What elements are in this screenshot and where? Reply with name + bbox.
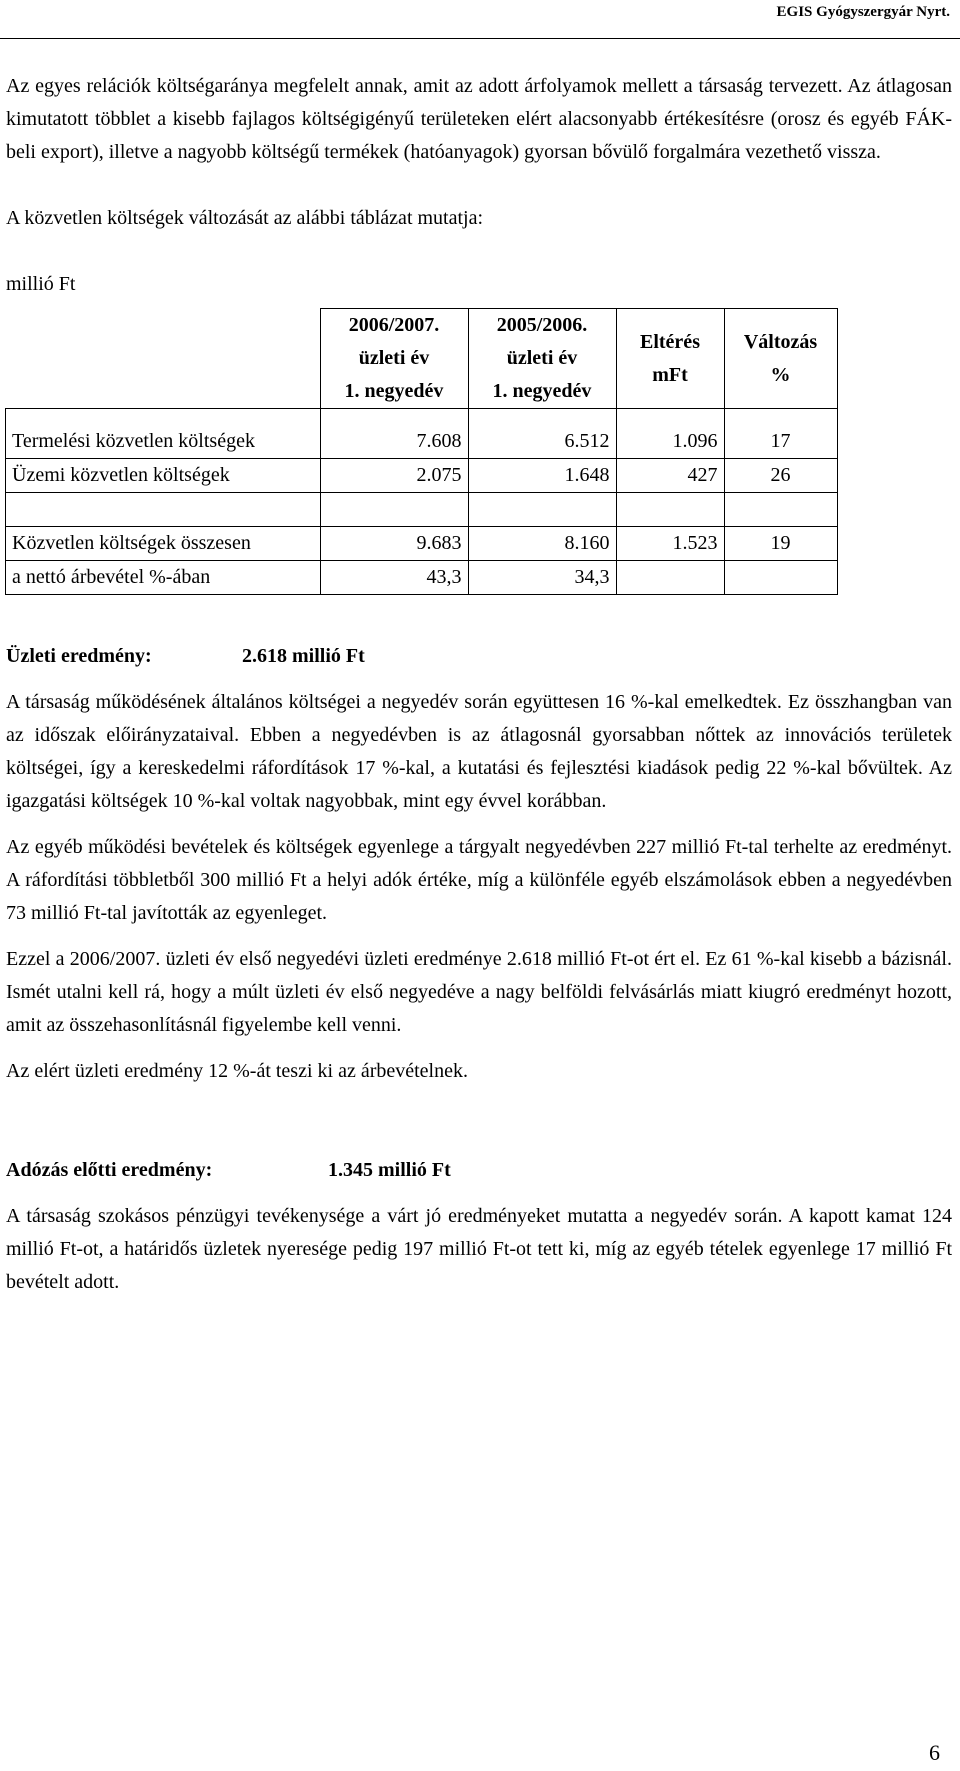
cell-2007: 7.608 (320, 409, 468, 459)
cell-2007: 43,3 (320, 561, 468, 595)
cell-pct (724, 561, 837, 595)
table-row (6, 409, 838, 459)
cell-2007: 9.683 (320, 527, 468, 561)
cell-2007: 2.075 (320, 459, 468, 493)
page-number: 6 (929, 1740, 940, 1765)
col-header-2007: 2006/2007. üzleti év 1. negyedév (320, 309, 468, 409)
col-header-diff: Eltérés mFt (616, 309, 724, 409)
table-spacer-row (6, 493, 838, 527)
section-title: Üzleti eredmény: (6, 645, 152, 667)
operating-result-heading (6, 640, 952, 673)
row-label: Üzemi közvetlen költségek (6, 459, 321, 493)
intro-paragraph: Az egyes relációk költségaránya megfelelt annak, amit az adott árfolyamok mellett a társaság tervezett. Az átlagosan kimutatott többlet a kisebb fajlagos költségigényű területeken elért alacsonyabb értékesítésre (orosz és egyéb FÁK-beli export), illetve a nagyobb költségű termékek (hatóanyagok) gyorsan bővülő forgalmára vezethető vissza. (6, 75, 952, 163)
table-unit: millió Ft (6, 273, 76, 295)
section-value: 2.618 millió Ft (242, 645, 365, 667)
cell-2006: 34,3 (468, 561, 616, 595)
cell-diff: 1.096 (616, 409, 724, 459)
row-label: Termelési közvetlen költségek (6, 409, 321, 459)
row-label: a nettó árbevétel %-ában (6, 561, 321, 595)
table-row (6, 459, 838, 493)
page-content (6, 70, 952, 1299)
cell-2006: 1.648 (468, 459, 616, 493)
cell-2006: 8.160 (468, 527, 616, 561)
section-title: Adózás előtti eredmény: (6, 1159, 213, 1181)
table-header-blank (6, 309, 321, 409)
running-header: EGIS Gyógyszergyár Nyrt. (776, 4, 950, 20)
cell-2006: 6.512 (468, 409, 616, 459)
table-row (6, 527, 838, 561)
table-row (6, 561, 838, 595)
operating-paragraph-3: Ezzel a 2006/2007. üzleti év első negyedévi üzleti eredménye 2.618 millió Ft-ot ért el. Ez 61 %-kal kisebb a bázisnál. Ismét utalni kell rá, hogy a múlt üzleti év első negyedéve a nagy belföldi felvásárlás miatt kiugró eredményt hozott, amit az összehasonlításnál figyelembe kell venni. (6, 948, 952, 1036)
pretax-result-heading (6, 1154, 952, 1187)
cell-diff: 427 (616, 459, 724, 493)
row-label: Közvetlen költségek összesen (6, 527, 321, 561)
direct-costs-table (5, 308, 838, 595)
cell-pct: 19 (724, 527, 837, 561)
cell-pct: 26 (724, 459, 837, 493)
cell-diff: 1.523 (616, 527, 724, 561)
section-value: 1.345 millió Ft (328, 1159, 451, 1181)
header-divider (0, 38, 960, 39)
table-header-row (6, 309, 838, 409)
operating-paragraph-2: Az egyéb működési bevételek és költségek egyenlege a tárgyalt negyedévben 227 millió Ft-tal terhelte az eredményt. A ráfordítási többletből 300 millió Ft a helyi adók értéke, míg a különféle egyéb elszámolások ebben a negyedévben 73 millió Ft-tal javították az egyenleget. (6, 836, 952, 924)
cell-pct: 17 (724, 409, 837, 459)
table-intro: A közvetlen költségek változását az alábbi táblázat mutatja: (6, 207, 484, 229)
operating-paragraph-1: A társaság működésének általános költségei a negyedév során együttesen 16 %-kal emelkedtek. Ez összhangban van az időszak előirányzataival. Ebben a negyedévben is az átlagosnál gyorsabban nőttek az innovációs területek költségei, így a kereskedelmi ráfordítások 17 %-kal, a kutatási és fejlesztési kiadások pedig 22 %-kal bővültek. Az igazgatási költségek 10 %-kal voltak nagyobbak, mint egy évvel korábban. (6, 691, 952, 812)
operating-paragraph-4: Az elért üzleti eredmény 12 %-át teszi ki az árbevételnek. (6, 1060, 468, 1082)
cell-diff (616, 561, 724, 595)
col-header-pct: Változás % (724, 309, 837, 409)
col-header-2006: 2005/2006. üzleti év 1. negyedév (468, 309, 616, 409)
pretax-paragraph-1: A társaság szokásos pénzügyi tevékenysége a várt jó eredményeket mutatta a negyedév során. A kapott kamat 124 millió Ft-ot, a határidős üzletek nyeresége pedig 197 millió Ft-ot tett ki, míg az egyéb tételek egyenlege 17 millió Ft bevételt adott. (6, 1205, 952, 1293)
